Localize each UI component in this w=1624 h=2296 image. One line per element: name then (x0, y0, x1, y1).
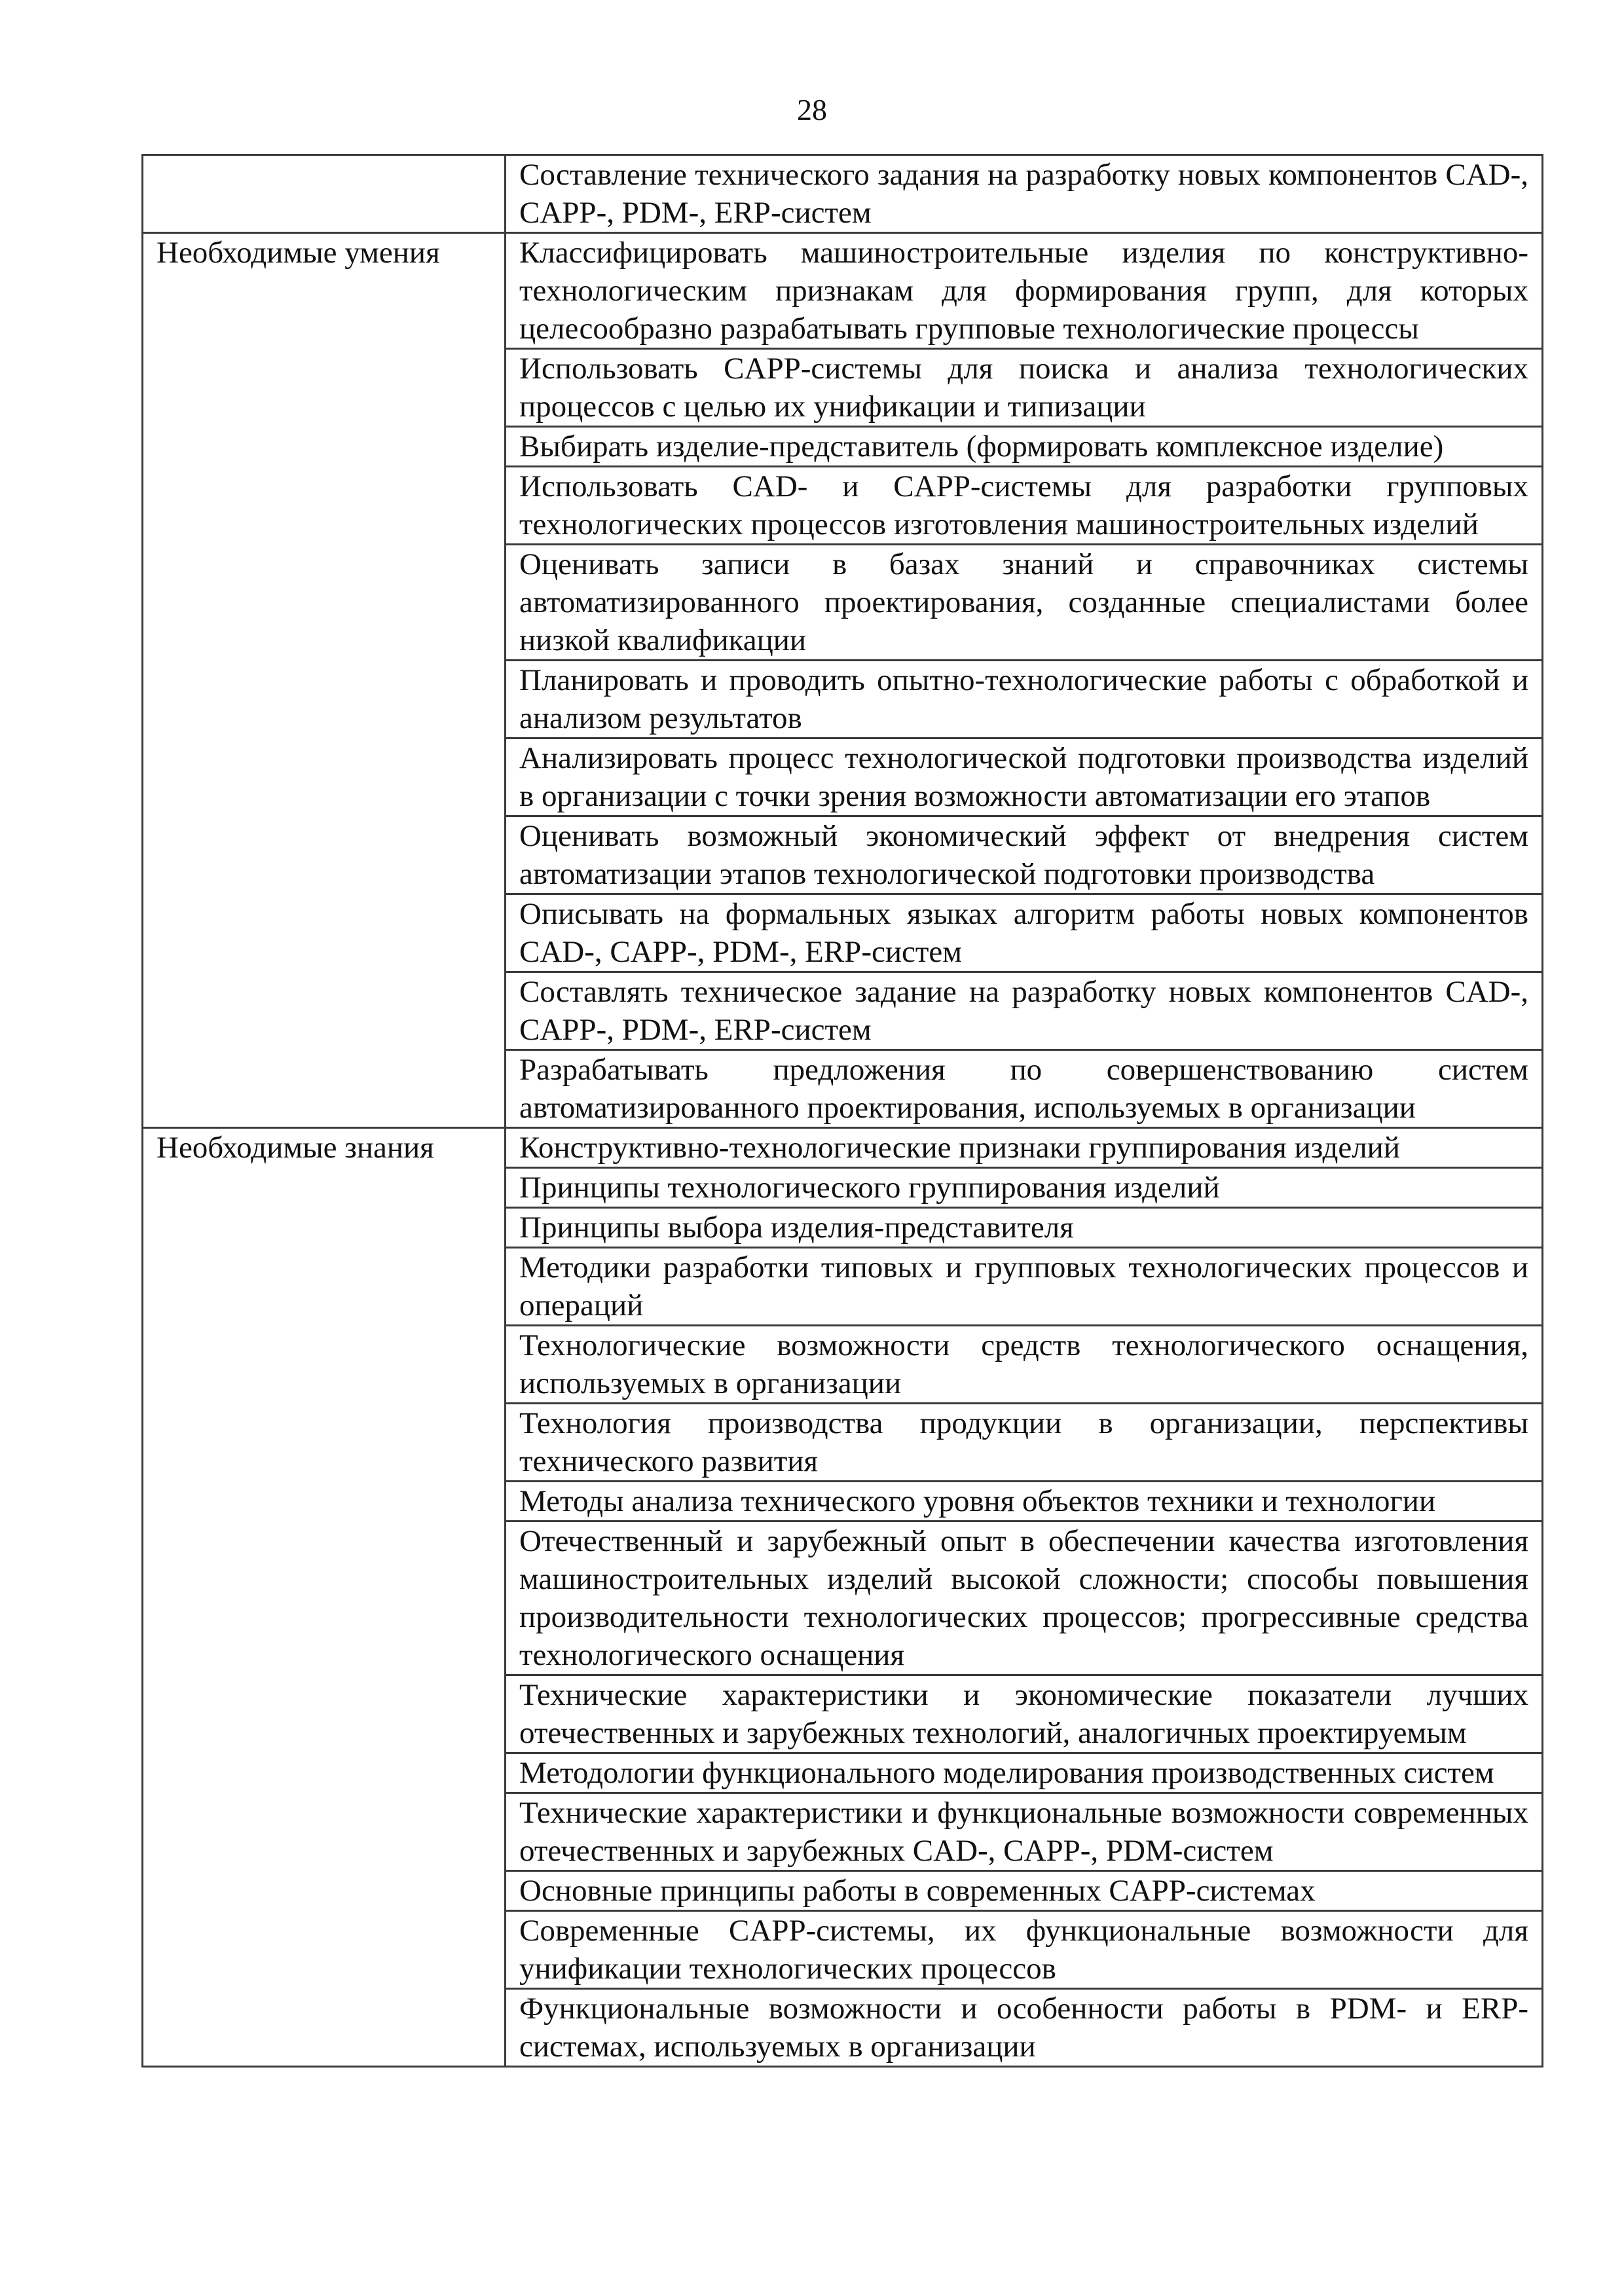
knowledge-item: Принципы технологического группирования изделий (506, 1168, 1543, 1208)
skills-item: Описывать на формальных языках алгоритм работы новых компонентов CAD-, CAPP-, PDM-, ERP-систем (506, 894, 1543, 972)
skills-item: Планировать и проводить опытно-технологические работы с обработкой и анализом результатов (506, 661, 1543, 738)
skills-item: Классифицировать машиностроительные изделия по конструктивно-технологическим признакам для формирования групп, для которых целесообразно разрабатывать групповые технологические процессы (506, 233, 1543, 349)
skills-item: Использовать CAPP-системы для поиска и анализа технологических процессов с целью их унификации и типизации (506, 349, 1543, 427)
table-row (143, 1128, 1543, 1168)
knowledge-item: Технические характеристики и функциональные возможности современных отечественных и зарубежных CAD-, CAPP-, PDM-систем (506, 1793, 1543, 1871)
skills-item: Выбирать изделие-представитель (формировать комплексное изделие) (506, 427, 1543, 467)
table-row (143, 233, 1543, 349)
skills-section-label: Необходимые умения (143, 233, 506, 1128)
page-number: 28 (797, 93, 827, 126)
requirements-table-body (143, 155, 1543, 2067)
empty-label-cell (143, 155, 506, 233)
knowledge-item: Методологии функционального моделирования производственных систем (506, 1753, 1543, 1793)
knowledge-item: Принципы выбора изделия-представителя (506, 1208, 1543, 1248)
skills-item: Оценивать возможный экономический эффект от внедрения систем автоматизации этапов технологической подготовки производства (506, 816, 1543, 894)
knowledge-item: Современные CAPP-системы, их функциональные возможности для унификации технологических процессов (506, 1911, 1543, 1989)
knowledge-item: Технология производства продукции в организации, перспективы технического развития (506, 1404, 1543, 1482)
requirements-table (141, 154, 1543, 2068)
knowledge-item: Методы анализа технического уровня объектов техники и технологии (506, 1482, 1543, 1522)
skills-item: Оценивать записи в базах знаний и справочниках системы автоматизированного проектирования, созданные специалистами более низкой квалификации (506, 545, 1543, 661)
knowledge-item: Технические характеристики и экономические показатели лучших отечественных и зарубежных технологий, аналогичных проектируемым (506, 1675, 1543, 1753)
skills-item: Анализировать процесс технологической подготовки производства изделий в организации с точки зрения возможности автоматизации его этапов (506, 738, 1543, 816)
knowledge-section-label: Необходимые знания (143, 1128, 506, 2067)
skills-item: Разрабатывать предложения по совершенствованию систем автоматизированного проектирования, используемых в организации (506, 1050, 1543, 1128)
knowledge-item: Конструктивно-технологические признаки группирования изделий (506, 1128, 1543, 1168)
knowledge-item: Функциональные возможности и особенности работы в PDM- и ERP-системах, используемых в организации (506, 1989, 1543, 2067)
knowledge-item: Методики разработки типовых и групповых технологических процессов и операций (506, 1248, 1543, 1326)
knowledge-item: Отечественный и зарубежный опыт в обеспечении качества изготовления машиностроительных изделий высокой сложности; способы повышения производительности технологических процессов; прогрессивные средства технологического оснащения (506, 1522, 1543, 1675)
skills-item: Использовать CAD- и CAPP-системы для разработки групповых технологических процессов изготовления машиностроительных изделий (506, 467, 1543, 545)
knowledge-item: Технологические возможности средств технологического оснащения, используемых в организации (506, 1326, 1543, 1404)
table-row (143, 155, 1543, 233)
knowledge-item: Основные принципы работы в современных CAPP-системах (506, 1871, 1543, 1911)
skills-item: Составлять техническое задание на разработку новых компонентов CAD-, CAPP-, PDM-, ERP-систем (506, 972, 1543, 1050)
continuation-cell: Составление технического задания на разработку новых компонентов CAD-, CAPP-, PDM-, ERP-систем (506, 155, 1543, 233)
